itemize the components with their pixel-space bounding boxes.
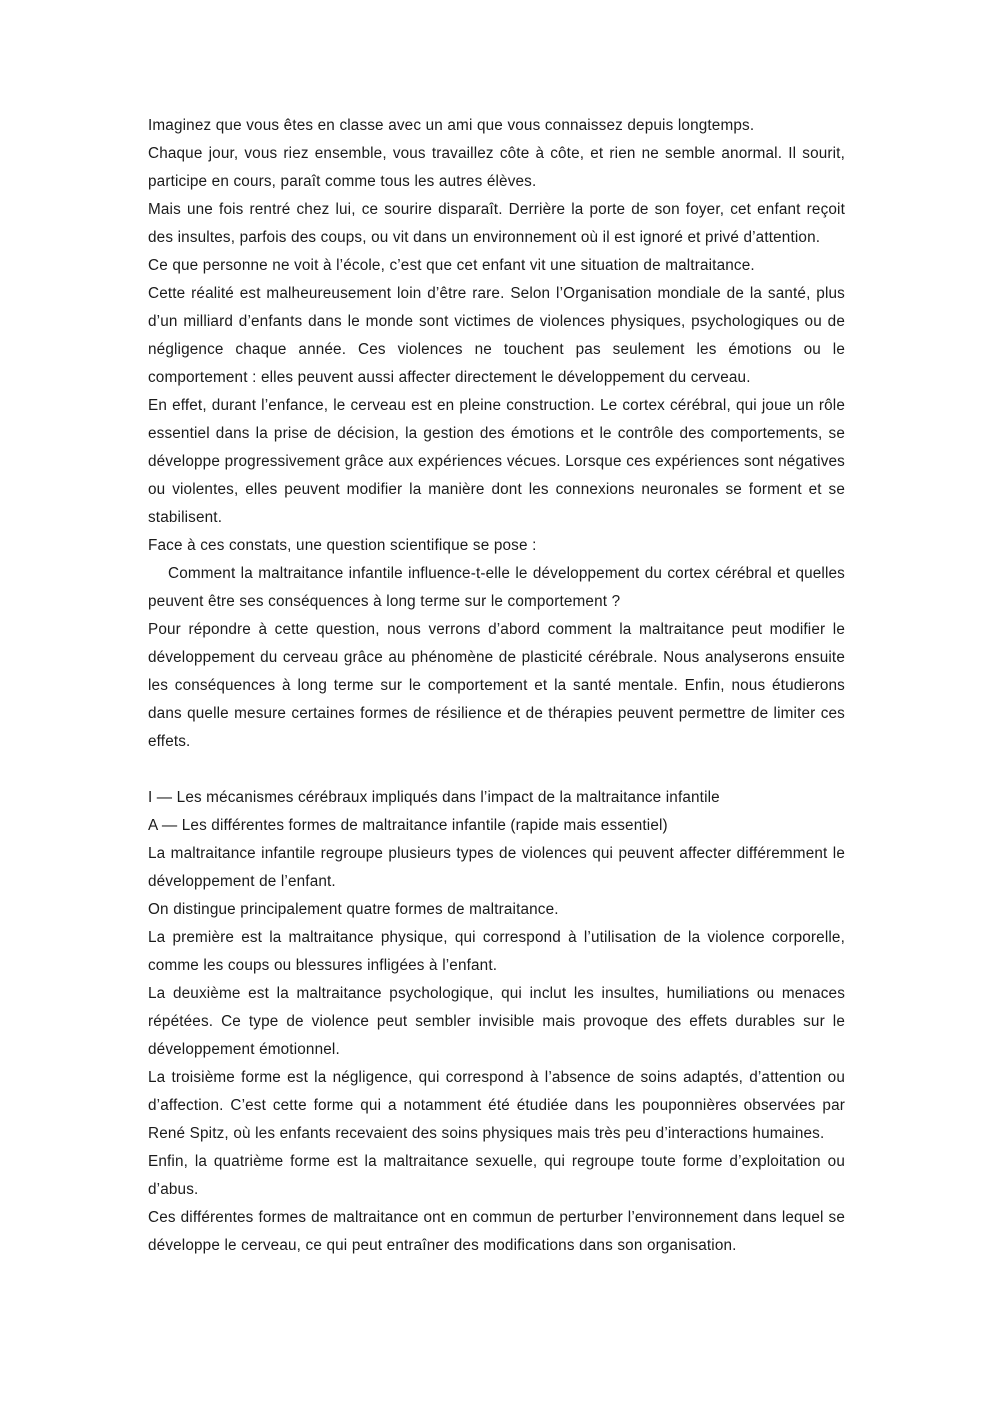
- paragraph-form-psychological: La deuxième est la maltraitance psychologique, qui inclut les insultes, humiliations ou menaces répétées. Ce type de violence peut sembler invisible mais provoque des effets durables sur le développement émotionnel.: [148, 985, 845, 1058]
- paragraph-four-forms: On distingue principalement quatre formes de maltraitance.: [148, 901, 559, 918]
- paragraph-home-reality: Mais une fois rentré chez lui, ce sourire disparaît. Derrière la porte de son foyer, cet enfant reçoit des insultes, parfois des coups, ou vit dans un environnement où il est ignoré et privé d’attention.: [148, 201, 845, 246]
- paragraph-hidden-situation: Ce que personne ne voit à l’école, c’est que cet enfant vit une situation de maltraitance.: [148, 257, 755, 274]
- paragraph-maltreatment-types-intro: La maltraitance infantile regroupe plusieurs types de violences qui peuvent affecter différemment le développement de l’enfant.: [148, 845, 845, 890]
- section-spacer: [148, 756, 845, 784]
- paragraph-form-physical: La première est la maltraitance physique, qui correspond à l’utilisation de la violence corporelle, comme les coups ou blessures infligées à l’enfant.: [148, 929, 845, 974]
- paragraph-intro-hook: Imaginez que vous êtes en classe avec un ami que vous connaissez depuis longtemps.: [148, 117, 755, 134]
- paragraph-question-lead-in: Face à ces constats, une question scientifique se pose :: [148, 537, 537, 554]
- document-text-column: [148, 112, 845, 1260]
- heading-part-one: I — Les mécanismes cérébraux impliqués dans l’impact de la maltraitance infantile: [148, 789, 720, 806]
- heading-subsection-a: A — Les différentes formes de maltraitance infantile (rapide mais essentiel): [148, 817, 668, 834]
- paragraph-brain-construction: En effet, durant l’enfance, le cerveau est en pleine construction. Le cortex cérébral, qui joue un rôle essentiel dans la prise de décision, la gestion des émotions et le contrôle des comportements, se développe progressivement grâce aux expériences vécues. Lorsque ces expériences sont négatives ou violentes, elles peuvent modifier la manière dont les connexions neuronales se forment et se stabilisent.: [148, 397, 845, 526]
- paragraph-research-question: Comment la maltraitance infantile influence-t-elle le développement du cortex cérébral et quelles peuvent être ses conséquences à long terme sur le comportement ?: [148, 565, 845, 610]
- paragraph-who-statistics: Cette réalité est malheureusement loin d’être rare. Selon l’Organisation mondiale de la santé, plus d’un milliard d’enfants dans le monde sont victimes de violences physiques, psychologiques ou de négligence chaque année. Ces violences ne touchent pas seulement les émotions ou le comportement : elles peuvent aussi affecter directement le développement du cerveau.: [148, 285, 845, 386]
- paragraph-outline-announcement: Pour répondre à cette question, nous verrons d’abord comment la maltraitance peut modifier le développement du cerveau grâce au phénomène de plasticité cérébrale. Nous analyserons ensuite les conséquences à long terme sur le comportement et la santé mentale. Enfin, nous étudierons dans quelle mesure certaines formes de résilience et de thérapies peuvent permettre de limiter ces effets.: [148, 621, 845, 750]
- paragraph-common-conclusion: Ces différentes formes de maltraitance ont en commun de perturber l’environnement dans lequel se développe le cerveau, ce qui peut entraîner des modifications dans son organisation.: [148, 1209, 845, 1254]
- paragraph-daily-life: Chaque jour, vous riez ensemble, vous travaillez côte à côte, et rien ne semble anormal. Il sourit, participe en cours, paraît comme tous les autres élèves.: [148, 145, 845, 190]
- paragraph-form-neglect: La troisième forme est la négligence, qui correspond à l’absence de soins adaptés, d’attention ou d’affection. C’est cette forme qui a notamment été étudiée dans les pouponnières observées par René Spitz, où les enfants recevaient des soins physiques mais très peu d’interactions humaines.: [148, 1069, 845, 1142]
- paragraph-form-sexual: Enfin, la quatrième forme est la maltraitance sexuelle, qui regroupe toute forme d’exploitation ou d’abus.: [148, 1153, 845, 1198]
